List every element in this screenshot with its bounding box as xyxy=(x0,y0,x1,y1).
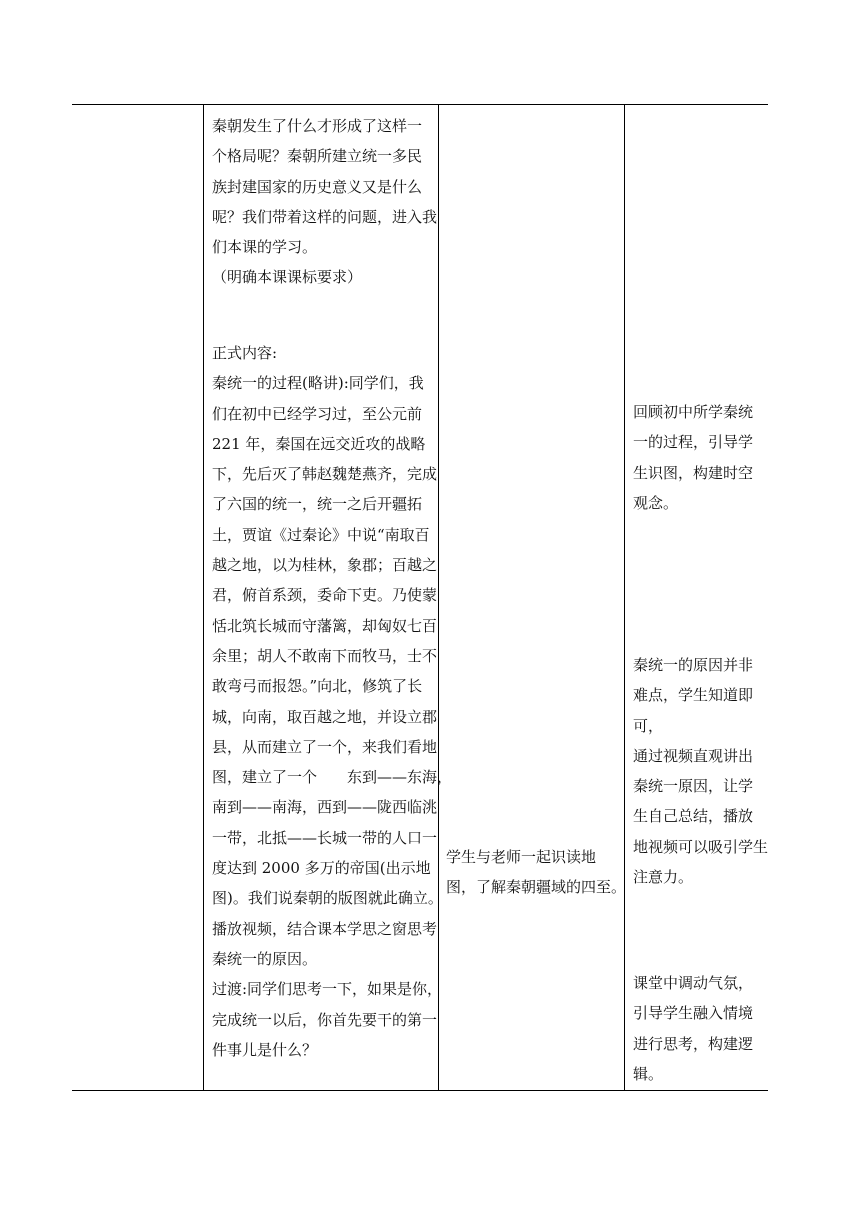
text-line: 学生与老师一起识读地 xyxy=(446,848,597,866)
text-line: 秦统一的过程(略讲):同学们，我 xyxy=(212,374,424,393)
text-line: 进行思考，构建逻 xyxy=(633,1034,754,1053)
text-line: 个格局呢？秦朝所建立统一多民 xyxy=(212,147,423,166)
text-line: 观念。 xyxy=(633,493,679,512)
text-line: 图，建立了一个 东到——东海， xyxy=(212,768,453,787)
text-line: 君，俯首系颈，委命下吏。乃使蒙 xyxy=(212,586,438,605)
text-line: 了六国的统一，统一之后开疆拓 xyxy=(212,495,423,514)
text-line: 通过视频直观讲出 xyxy=(633,746,754,765)
design-intent-2 xyxy=(633,650,769,892)
text-line: 秦统一的原因并非 xyxy=(633,656,754,674)
table-top-border xyxy=(72,104,768,105)
table-bottom-border xyxy=(72,1090,768,1091)
text-line: 秦统一的原因。 xyxy=(212,949,318,968)
text-line: 生识图，构建时空 xyxy=(633,463,754,482)
text-line: 县，从而建立了一个，来我们看地 xyxy=(212,737,438,756)
text-line: 城，向南，取百越之地，并设立郡 xyxy=(212,707,438,726)
text-line: 呢？我们带着这样的问题，进入我 xyxy=(212,207,438,226)
text-line: 课堂中调动气氛， xyxy=(633,974,754,992)
text-line: 图，了解秦朝疆域的四至。 xyxy=(446,878,627,897)
text-line: 越之地，以为桂林，象郡；百越之 xyxy=(212,556,438,575)
text-line: 正式内容: xyxy=(212,344,278,362)
text-line: 一的过程，引导学 xyxy=(633,433,754,452)
text-line: 生自己总结，播放 xyxy=(633,807,754,826)
text-line: 注意力。 xyxy=(633,868,694,887)
curriculum-note: （明确本课课标要求） xyxy=(212,268,363,287)
column-divider-3 xyxy=(624,104,625,1090)
design-intent-3 xyxy=(633,968,765,1089)
text-line: 辑。 xyxy=(633,1064,664,1083)
text-line: 土，贾谊《过秦论》中说“南取百 xyxy=(212,525,430,544)
teacher-activity-main xyxy=(212,338,453,1065)
text-line: 件事儿是什么？ xyxy=(212,1040,318,1059)
text-line: 回顾初中所学秦统 xyxy=(633,403,754,421)
text-line: 下，先后灭了韩赵魏楚燕齐，完成 xyxy=(212,465,438,484)
column-divider-2 xyxy=(438,104,439,1090)
text-line: 南到——南海，西到——陇西临洮 xyxy=(212,798,438,817)
text-line: 地视频可以吸引学生 xyxy=(633,837,769,856)
text-line: 度达到 2000 多万的帝国(出示地 xyxy=(212,859,431,878)
text-line: 过渡:同学们思考一下，如果是你， xyxy=(212,980,443,999)
text-line: 可， xyxy=(633,716,664,735)
text-line: 图)。我们说秦朝的版图就此确立。 xyxy=(212,889,443,908)
column-divider-1 xyxy=(203,104,204,1090)
text-line: 一带，北抵——长城一带的人口一 xyxy=(212,828,438,847)
text-line: 恬北筑长城而守藩篱，却匈奴七百 xyxy=(212,616,438,635)
text-line: 们在初中已经学习过，至公元前 xyxy=(212,404,423,423)
teacher-activity-intro xyxy=(212,111,438,293)
text-line: 们本课的学习。 xyxy=(212,238,318,257)
text-line: 完成统一以后，你首先要干的第一 xyxy=(212,1010,438,1029)
text-line: 221 年，秦国在远交近攻的战略 xyxy=(212,434,426,453)
design-intent-1 xyxy=(633,397,765,518)
text-line: 余里；胡人不敢南下而牧马，士不 xyxy=(212,646,438,665)
text-line: 难点，学生知道即 xyxy=(633,686,754,705)
text-line: 播放视频，结合课本学思之窗思考 xyxy=(212,919,438,938)
text-line: 敢弯弓而报怨。”向北，修筑了长 xyxy=(212,677,423,696)
text-line: 秦朝发生了什么才形成了这样一 xyxy=(212,117,423,135)
student-activity xyxy=(446,842,627,903)
text-line: 秦统一原因，让学 xyxy=(633,777,754,796)
text-line: 引导学生融入情境 xyxy=(633,1004,754,1023)
text-line: 族封建国家的历史意义又是什么 xyxy=(212,177,423,196)
